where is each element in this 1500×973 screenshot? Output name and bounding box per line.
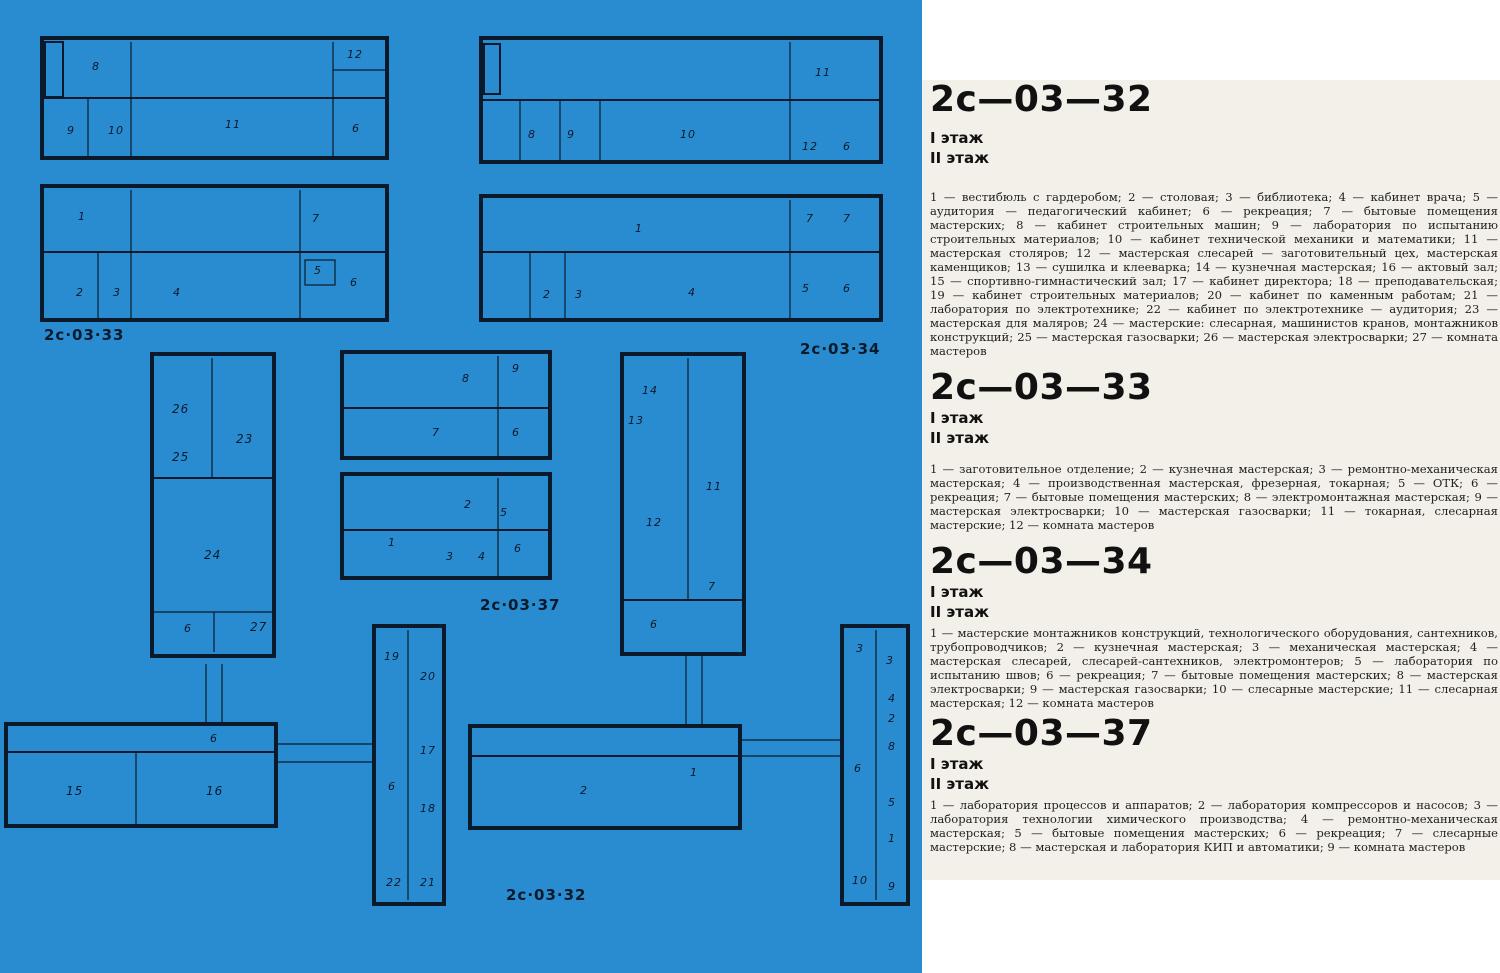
legend-section-37 bbox=[930, 714, 1498, 854]
room-number: 10 bbox=[852, 874, 868, 887]
plan-label-32: 2с·03·32 bbox=[506, 886, 587, 904]
room-number: 4 bbox=[478, 550, 486, 563]
room-number: 2 bbox=[464, 498, 472, 511]
plan-34-floor2 bbox=[481, 38, 881, 162]
plan-37-bottom bbox=[470, 626, 908, 904]
room-number: 6 bbox=[184, 622, 192, 635]
room-number: 22 bbox=[386, 876, 402, 889]
room-number: 7 bbox=[432, 426, 440, 439]
room-number: 8 bbox=[92, 60, 100, 73]
floor-label-2: II этаж bbox=[930, 775, 990, 793]
legend-section-32 bbox=[930, 80, 1498, 358]
plan-33-floor2 bbox=[42, 38, 387, 158]
room-number: 11 bbox=[225, 118, 241, 131]
room-number: 1 bbox=[388, 536, 396, 549]
room-number: 1 bbox=[690, 766, 698, 779]
room-number: 8 bbox=[888, 740, 896, 753]
plan-label-34: 2с·03·34 bbox=[800, 340, 881, 358]
room-number: 7 bbox=[312, 212, 320, 225]
room-number: 2 bbox=[888, 712, 896, 725]
room-number: 6 bbox=[352, 122, 360, 135]
room-number: 8 bbox=[462, 372, 470, 385]
room-number: 2 bbox=[580, 784, 588, 797]
room-number: 15 bbox=[66, 784, 84, 798]
room-number: 18 bbox=[420, 802, 436, 815]
plan-33-floor1 bbox=[42, 186, 387, 320]
room-number: 3 bbox=[856, 642, 864, 655]
room-number: 3 bbox=[886, 654, 894, 667]
room-number: 5 bbox=[500, 506, 508, 519]
plan-label-37: 2с·03·37 bbox=[480, 596, 561, 614]
room-number: 1 bbox=[78, 210, 86, 223]
floor-label-1: I этаж bbox=[930, 409, 984, 427]
room-number: 1 bbox=[888, 832, 896, 845]
plan-32-bottom bbox=[6, 626, 444, 904]
room-number: 4 bbox=[888, 692, 896, 705]
section-code: 2с—03—32 bbox=[930, 79, 1153, 120]
room-number: 5 bbox=[888, 796, 896, 809]
section-code: 2с—03—34 bbox=[930, 541, 1153, 582]
room-number: 7 bbox=[806, 212, 814, 225]
room-number: 11 bbox=[815, 66, 831, 79]
room-number: 6 bbox=[514, 542, 522, 555]
room-number: 4 bbox=[688, 286, 696, 299]
room-number: 10 bbox=[108, 124, 124, 137]
room-number: 4 bbox=[173, 286, 181, 299]
room-number: 19 bbox=[384, 650, 400, 663]
room-number: 12 bbox=[802, 140, 818, 153]
room-number: 6 bbox=[388, 780, 396, 793]
room-number: 20 bbox=[420, 670, 436, 683]
floor-label-1: I этаж bbox=[930, 129, 984, 147]
room-number: 9 bbox=[888, 880, 896, 893]
room-number: 9 bbox=[512, 362, 520, 375]
section-description: 1 — лаборатория процессов и аппаратов; 2 — лаборатория компрессоров и насосов; 3 — лаборатория технологии химического производства; 4 — ремонтно-механическая мастерская; 5 — бытовые помещения мастерских; 6 — рекреация; 7 — слесарные мастерские; 8 — мастерская и лаборатория КИП и автоматики; 9 — комната мастеров bbox=[930, 798, 1498, 854]
plan-32-wing-top bbox=[152, 354, 274, 656]
section-code: 2с—03—37 bbox=[930, 713, 1153, 754]
room-number: 3 bbox=[575, 288, 583, 301]
room-number: 6 bbox=[843, 282, 851, 295]
floor-label-1: I этаж bbox=[930, 755, 984, 773]
room-number: 6 bbox=[843, 140, 851, 153]
room-number: 6 bbox=[210, 732, 218, 745]
floor-label-2: II этаж bbox=[930, 603, 990, 621]
room-number: 6 bbox=[350, 276, 358, 289]
room-number: 17 bbox=[420, 744, 436, 757]
room-number: 3 bbox=[113, 286, 121, 299]
room-number: 27 bbox=[250, 620, 268, 634]
plan-37-tower bbox=[622, 354, 744, 654]
room-number: 1 bbox=[635, 222, 643, 235]
room-number: 3 bbox=[446, 550, 454, 563]
room-number: 25 bbox=[172, 450, 190, 464]
floor-label-2: II этаж bbox=[930, 429, 990, 447]
room-number: 7 bbox=[708, 580, 716, 593]
room-number: 9 bbox=[567, 128, 575, 141]
room-number: 26 bbox=[172, 402, 190, 416]
room-number: 5 bbox=[802, 282, 810, 295]
room-number: 12 bbox=[347, 48, 363, 61]
room-number: 6 bbox=[650, 618, 658, 631]
section-code: 2с—03—33 bbox=[930, 367, 1153, 408]
section-description: 1 — вестибюль с гардеробом; 2 — столовая; 3 — библиотека; 4 — кабинет врача; 5 — аудитория — педагогический кабинет; 6 — рекреация; 7 — бытовые помещения мастерских; 8 — кабинет строительных машин; 9 — лаборатория по испытанию строительных материалов; 10 — кабинет технической механики и математики; 11 — мастерская столяров; 12 — мастерская слесарей — заготовительный цех, мастерская каменщиков; 13 — сушилка и клееварка; 14 — кузнечная мастерская; 16 — актовый зал; 15 — спортивно-гимнастический зал; 17 — кабинет директора; 18 — преподавательская; 19 — кабинет строительных материалов; 20 — кабинет по каменным работам; 21 — лаборатория по электротехнике; 22 — кабинет по электротехнике — аудитория; 23 — мастерская для маляров; 24 — мастерские: слесарная, машинистов кранов, монтажников конструкций; 25 — мастерская газосварки; 26 — мастерская электросварки; 27 — комната мастеров bbox=[930, 190, 1498, 358]
section-description: 1 — мастерские монтажников конструкций, технологического оборудования, сантехников, трубопроводчиков; 2 — кузнечная мастерская; 3 — механическая мастерская; 4 — мастерская слесарей, слесарей-сантехников, электромонтеров; 5 — лаборатория по испытанию швов; 6 — рекреация; 7 — бытовые помещения мастерских; 8 — мастерская электросварки; 9 — мастерская газосварки; 10 — слесарные мастерские; 11 — слесарная мастерская; 12 — комната мастеров bbox=[930, 626, 1498, 710]
room-number: 7 bbox=[843, 212, 851, 225]
room-number: 10 bbox=[680, 128, 696, 141]
room-number: 13 bbox=[628, 414, 644, 427]
plan-34-floor1 bbox=[481, 196, 881, 320]
room-number: 12 bbox=[646, 516, 662, 529]
room-number: 24 bbox=[204, 548, 222, 562]
room-number: 8 bbox=[528, 128, 536, 141]
floor-label-1: I этаж bbox=[930, 583, 984, 601]
room-number: 2 bbox=[76, 286, 84, 299]
room-number: 5 bbox=[314, 264, 322, 277]
room-number: 2 bbox=[543, 288, 551, 301]
floor-label-2: II этаж bbox=[930, 149, 990, 167]
room-number: 6 bbox=[512, 426, 520, 439]
legend-panel bbox=[922, 80, 1500, 880]
room-number: 11 bbox=[706, 480, 722, 493]
room-number: 6 bbox=[854, 762, 862, 775]
room-number: 14 bbox=[642, 384, 658, 397]
room-number: 21 bbox=[420, 876, 436, 889]
legend-section-33 bbox=[930, 368, 1498, 532]
room-number: 9 bbox=[67, 124, 75, 137]
section-description: 1 — заготовительное отделение; 2 — кузнечная мастерская; 3 — ремонтно-механическая мастерская; 4 — производственная мастерская, фрезерная, токарная; 5 — ОТК; 6 — рекреация; 7 — бытовые помещения мастерских; 8 — электромонтажная мастерская; 9 — мастерская электросварки; 10 — мастерская газосварки; 11 — токарная, слесарная мастерские; 12 — комната мастеров bbox=[930, 462, 1498, 532]
legend-section-34 bbox=[930, 542, 1498, 710]
plan-label-33: 2с·03·33 bbox=[44, 326, 125, 344]
room-number: 16 bbox=[206, 784, 224, 798]
room-number: 23 bbox=[236, 432, 254, 446]
